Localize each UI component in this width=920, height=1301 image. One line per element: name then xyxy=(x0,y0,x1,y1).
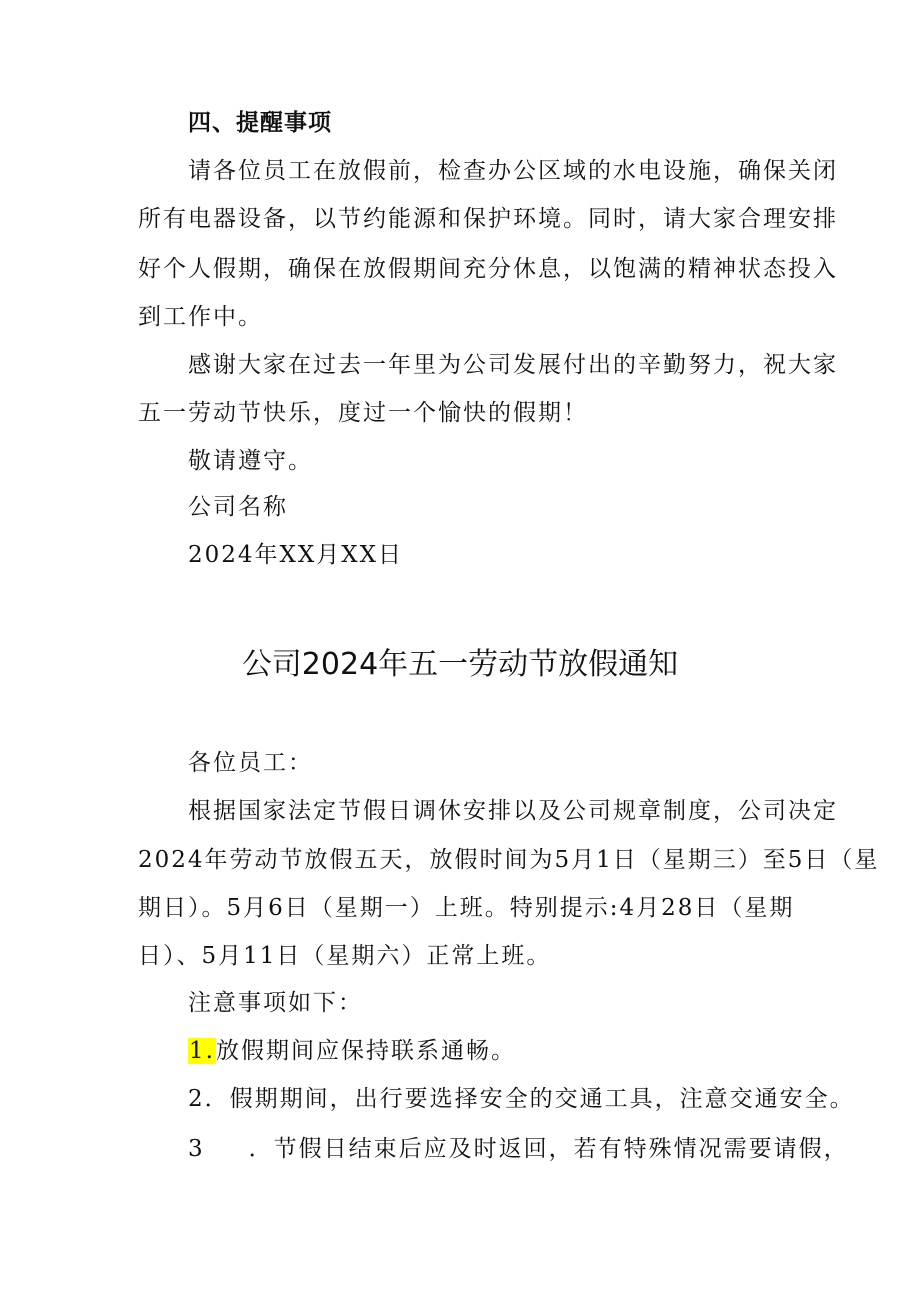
paragraph-line: 期日）。5月6日（星期一）上班。特别提示:4月28日（星期 xyxy=(138,895,795,921)
paragraph-line: 感谢大家在过去一年里为公司发展付出的辛勤努力，祝大家 xyxy=(188,352,838,378)
list-item-text: 放假期间应保持联系通畅。 xyxy=(215,1038,516,1064)
paragraph-line: 到工作中。 xyxy=(138,304,263,330)
paragraph-line: 请各位员工在放假前，检查办公区域的水电设施，确保关闭 xyxy=(188,158,838,184)
paragraph-line: 五一劳动节快乐，度过一个愉快的假期！ xyxy=(138,400,588,426)
paragraph-line: 日）、5月11日（星期六）正常上班。 xyxy=(138,943,552,969)
greeting: 各位员工： xyxy=(188,750,313,776)
list-item: 2．假期期间，出行要选择安全的交通工具，注意交通安全。 xyxy=(188,1086,855,1112)
paragraph-line: 所有电器设备，以节约能源和保护环境。同时，请大家合理安排 xyxy=(138,206,838,232)
list-item-number: 3 xyxy=(188,1136,205,1162)
list-item-number-highlighted: 1. xyxy=(189,1038,215,1064)
list-item xyxy=(188,1036,516,1066)
paragraph-line: 根据国家法定节假日调休安排以及公司规章制度，公司决定 xyxy=(188,798,838,824)
list-item xyxy=(188,1134,849,1164)
signature-date: 2024年XX月XX日 xyxy=(188,542,404,568)
paragraph-line: 好个人假期，确保在放假期间充分休息，以饱满的精神状态投入 xyxy=(138,256,838,282)
list-item-text: ．节假日结束后应及时返回，若有特殊情况需要请假， xyxy=(248,1136,849,1162)
company-name: 公司名称 xyxy=(188,494,288,520)
paragraph-line: 2024年劳动节放假五天，放假时间为5月1日（星期三）至5日（星 xyxy=(138,847,880,873)
notes-intro: 注意事项如下： xyxy=(188,990,363,1016)
closing-text: 敬请遵守。 xyxy=(188,448,313,474)
section-heading: 四、提醒事项 xyxy=(188,110,332,136)
page-title: 公司2024年五一劳动节放假通知 xyxy=(241,647,679,682)
